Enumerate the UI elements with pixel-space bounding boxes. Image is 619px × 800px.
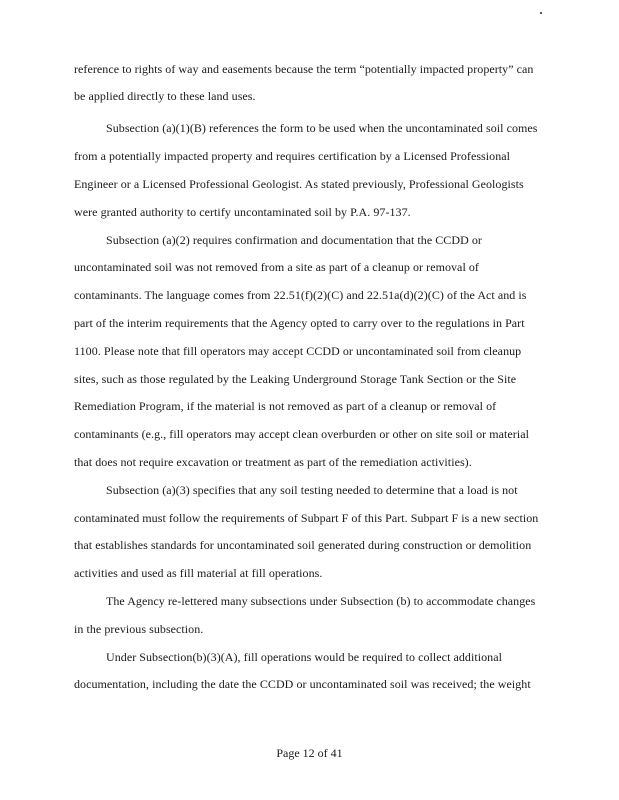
- scan-speck: [540, 12, 542, 14]
- text-line: documentation, including the date the CCDD or uncontaminated soil was received; the weight: [74, 677, 531, 691]
- text-line: be applied directly to these land uses.: [74, 89, 256, 103]
- page-number-footer: Page 12 of 41: [276, 746, 343, 760]
- paragraph-first-line: Subsection (a)(3) specifies that any soil testing needed to determine that a load is not: [106, 483, 518, 497]
- text-line: contaminants (e.g., fill operators may accept clean overburden or other on site soil or material: [74, 427, 529, 441]
- text-line: that does not require excavation or treatment as part of the remediation activities).: [74, 455, 472, 469]
- text-line: part of the interim requirements that the Agency opted to carry over to the regulations in Part: [74, 316, 525, 330]
- text-line: uncontaminated soil was not removed from a site as part of a cleanup or removal of: [74, 260, 479, 274]
- text-line: in the previous subsection.: [74, 622, 204, 636]
- text-line: sites, such as those regulated by the Leaking Underground Storage Tank Section or the Site: [74, 372, 517, 386]
- paragraph-first-line: Subsection (a)(1)(B) references the form to be used when the uncontaminated soil comes: [106, 121, 538, 135]
- text-line: Engineer or a Licensed Professional Geologist. As stated previously, Professional Geologists: [74, 177, 524, 191]
- text-line: 1100. Please note that fill operators may accept CCDD or uncontaminated soil from cleanup: [74, 344, 522, 358]
- text-line: were granted authority to certify uncontaminated soil by P.A. 97-137.: [74, 205, 411, 219]
- text-line: activities and used as fill material at fill operations.: [74, 566, 323, 580]
- text-line: reference to rights of way and easements because the term “potentially impacted property” can: [74, 62, 534, 76]
- text-line: Remediation Program, if the material is not removed as part of a cleanup or removal of: [74, 399, 497, 413]
- text-line: contaminated must follow the requirements of Subpart F of this Part. Subpart F is a new section: [74, 511, 539, 525]
- text-line: from a potentially impacted property and requires certification by a Licensed Professional: [74, 149, 511, 163]
- paragraph-first-line: The Agency re-lettered many subsections under Subsection (b) to accommodate changes: [106, 594, 536, 608]
- paragraph-first-line: Subsection (a)(2) requires confirmation and documentation that the CCDD or: [106, 233, 482, 247]
- text-line: that establishes standards for uncontaminated soil generated during construction or demolition: [74, 538, 532, 552]
- paragraph-first-line: Under Subsection(b)(3)(A), fill operations would be required to collect additional: [106, 650, 502, 664]
- text-line: contaminants. The language comes from 22.51(f)(2)(C) and 22.51a(d)(2)(C) of the Act and is: [74, 288, 527, 302]
